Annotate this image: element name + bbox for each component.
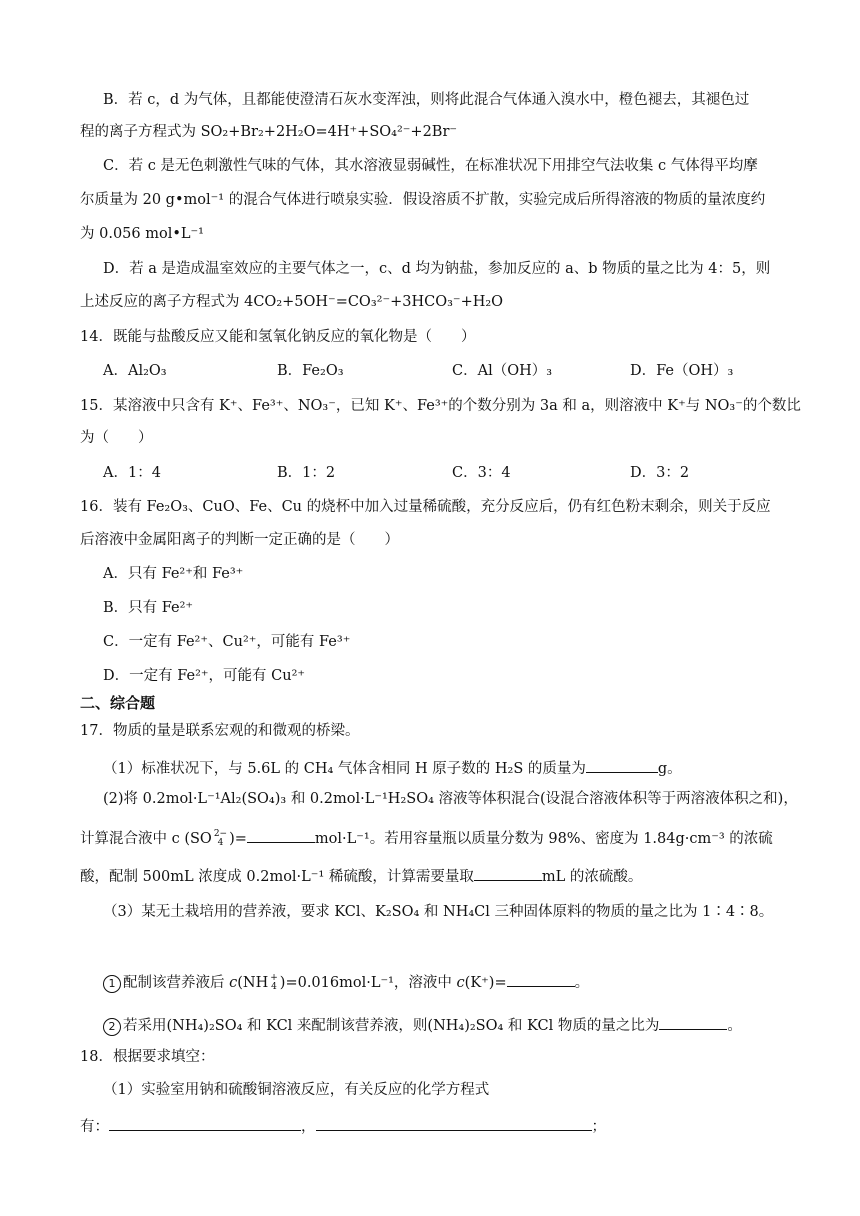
q15-option-c: C．3：4 <box>452 465 511 481</box>
q18-separator: ， <box>301 1119 316 1135</box>
q13-option-c-line2: 尔质量为 20 g•mol⁻¹ 的混合气体进行喷泉实验．假设溶质不扩散，实验完成后所得溶液的物质的量浓度约 <box>80 192 766 208</box>
q15-stem-line1: 15．某溶液中只含有 K⁺、Fe³⁺、NO₃⁻，已知 K⁺、Fe³⁺的个数分别为 3a 和 a，则溶液中 K⁺与 NO₃⁻的个数比 <box>80 398 801 414</box>
q16-stem-line2: 后溶液中金属阳离子的判断一定正确的是（ ） <box>80 532 399 548</box>
circled-number-2: 2 <box>103 1018 121 1036</box>
q15-option-d: D．3：2 <box>630 465 690 481</box>
q17-sub2-end: 。 <box>727 1018 742 1034</box>
q15-stem-line2: 为（ ） <box>80 430 153 446</box>
q17-stem: 17．物质的量是联系宏观的和微观的桥梁。 <box>80 723 360 739</box>
q17-part1 <box>103 756 682 779</box>
q18-part1: （1）实验室用钠和硫酸铜溶液反应，有关反应的化学方程式 <box>103 1082 490 1098</box>
q17-part2-line3 <box>80 864 642 887</box>
q17-sub1-c2: c <box>456 975 465 991</box>
q13-option-d-line2: 上述反应的离子方程式为 4CO₂+5OH⁻=CO₃²⁻+3HCO₃⁻+H₂O <box>80 294 504 310</box>
section-heading: 二、综合题 <box>80 694 156 712</box>
q17-sub1 <box>103 970 589 993</box>
q13-option-d-line1: D．若 a 是造成温室效应的主要气体之一，c、d 均为钠盐，参加反应的 a、b 物质的量之比为 4：5，则 <box>103 261 771 277</box>
q17-part2-text-e: mL 的浓硫酸。 <box>541 869 643 885</box>
q17-sub1-blank <box>507 970 575 987</box>
q17-part2-text-a: 计算混合液中 c (SO <box>80 831 212 847</box>
q15-option-b: B．1：2 <box>277 465 336 481</box>
q17-part2-line2 <box>80 826 773 849</box>
q18-blank1 <box>109 1114 301 1131</box>
ion-subscript: 4 <box>217 838 224 848</box>
q17-part2-line1: (2)将 0.2mol·L⁻¹Al₂(SO₄)₃ 和 0.2mol·L⁻¹H₂SO₄ 溶液等体积混合(设混合溶液体积等于两溶液体积之和)， <box>103 791 798 807</box>
q18-part1-line2 <box>80 1114 606 1137</box>
q13-option-b-line2: 程的离子方程式为 SO₂+Br₂+2H₂O=4H⁺+SO₄²⁻+2Br⁻ <box>80 124 458 140</box>
q16-stem-line1: 16．装有 Fe₂O₃、CuO、Fe、Cu 的烧杯中加入过量稀硫酸，充分反应后，仍有红色粉末剩余，则关于反应 <box>80 499 771 515</box>
ion-charge: 2− <box>213 829 228 839</box>
sulfate-ion-notation <box>214 830 227 848</box>
q17-part1-text: （1）标准状况下，与 5.6L 的 CH₄ 气体含相同 H 原子数的 H₂S 的质量为 <box>103 761 586 777</box>
ion-charge: + <box>270 973 278 983</box>
q17-part3: （3）某无土栽培用的营养液，要求 KCl、K₂SO₄ 和 NH₄Cl 三种固体原料的物质的量之比为 1∶4∶8。 <box>103 904 774 920</box>
q14-option-b: B．Fe₂O₃ <box>277 363 344 379</box>
q16-option-a: A．只有 Fe²⁺和 Fe³⁺ <box>103 566 244 582</box>
q17-sub1-text-b: (NH <box>237 975 269 991</box>
q17-sub1-c: c <box>229 975 238 991</box>
q14-stem: 14．既能与盐酸反应又能和氢氧化钠反应的氧化物是（ ） <box>80 329 476 345</box>
q13-option-c-line1: C．若 c 是无色刺激性气味的气体，其水溶液显弱碱性，在标准状况下用排空气法收集 c 气体得平均摩 <box>103 158 758 174</box>
q17-sub1-text-f: (K⁺)= <box>464 975 507 991</box>
q17-part1-blank <box>586 756 658 773</box>
q16-option-c: C．一定有 Fe²⁺、Cu²⁺，可能有 Fe³⁺ <box>103 634 351 650</box>
q14-option-d: D．Fe（OH）₃ <box>630 363 734 379</box>
q17-part2-text-b: )= <box>229 831 247 847</box>
q13-option-b-line1: B．若 c，d 为气体，且都能使澄清石灰水变浑浊，则将此混合气体通入溴水中，橙色褪去，其褪色过 <box>103 92 750 108</box>
q13-option-c-line3: 为 0.056 mol•L⁻¹ <box>80 226 204 242</box>
ion-subscript: 4 <box>271 982 277 992</box>
q17-sub1-text-a: 配制该营养液后 <box>123 975 230 991</box>
ammonium-ion-notation <box>270 974 278 992</box>
q17-part1-unit: g。 <box>657 761 682 777</box>
q17-sub1-end: 。 <box>574 975 590 991</box>
q14-option-a: A．Al₂O₃ <box>103 363 167 379</box>
q18-part1-prefix: 有： <box>80 1119 109 1135</box>
q17-sub2 <box>103 1013 742 1036</box>
q17-part2-blank2 <box>474 864 542 881</box>
q18-stem: 18．根据要求填空： <box>80 1049 215 1065</box>
q15-option-a: A．1：4 <box>103 465 161 481</box>
q17-part2-text-c: mol·L⁻¹。若用容量瓶以质量分数为 98%、密度为 1.84g·cm⁻³ 的浓硫 <box>314 831 773 847</box>
q17-sub2-blank <box>659 1013 727 1030</box>
q18-blank2 <box>316 1114 592 1131</box>
q17-sub1-text-d: )=0.016mol·L⁻¹，溶液中 <box>279 975 457 991</box>
q17-sub2-text: 若采用(NH₄)₂SO₄ 和 KCl 来配制该营养液，则(NH₄)₂SO₄ 和 KCl 物质的量之比为 <box>123 1018 660 1034</box>
q17-part2-text-d: 酸，配制 500mL 浓度成 0.2mol·L⁻¹ 稀硫酸，计算需要量取 <box>80 869 474 885</box>
q16-option-d: D．一定有 Fe²⁺，可能有 Cu²⁺ <box>103 668 306 684</box>
circled-number-1: 1 <box>103 975 121 993</box>
q18-end: ； <box>591 1119 606 1135</box>
q14-option-c: C．Al（OH）₃ <box>452 363 553 379</box>
q17-part2-blank1 <box>247 826 315 843</box>
q16-option-b: B．只有 Fe²⁺ <box>103 600 194 616</box>
